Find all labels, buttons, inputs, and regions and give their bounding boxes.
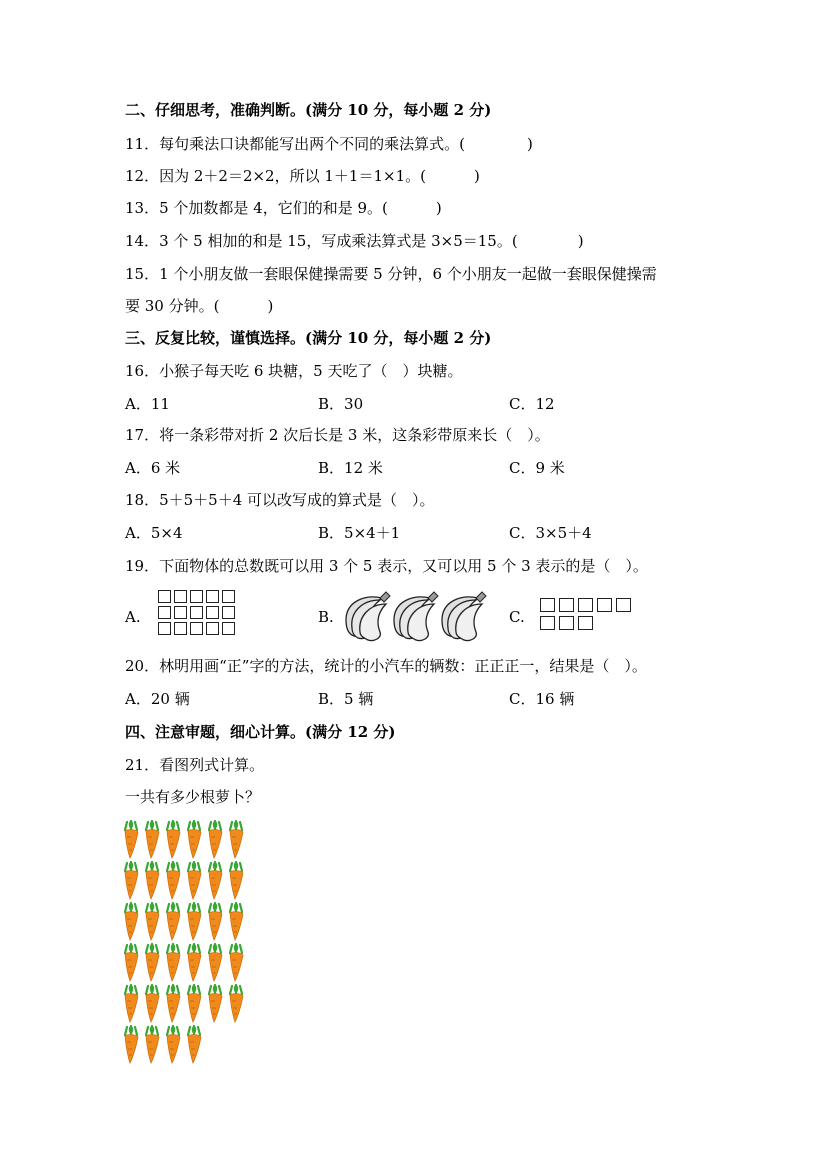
carrot-icon: [146, 1025, 159, 1063]
carrot-icon: [125, 861, 138, 899]
square: [616, 598, 631, 612]
carrot-icon: [146, 902, 159, 940]
carrot-icon: [188, 902, 201, 940]
square: [190, 590, 203, 603]
q17-option-b[interactable]: B．12 米: [318, 459, 383, 477]
carrot-icon: [230, 943, 243, 981]
question-13-text: 13．5 个加数都是 4，它们的和是 9。(: [125, 199, 388, 217]
q20-option-b[interactable]: B．5 辆: [318, 690, 374, 708]
carrot-icon: [167, 1025, 180, 1063]
square: [190, 622, 203, 635]
banana-bunch-icon: [346, 592, 390, 641]
carrot-icon: [188, 861, 201, 899]
section4-heading: 四、注意审题，细心计算。(满分 12 分): [125, 723, 396, 741]
question-21-prompt: 一共有多少根萝卜？: [125, 788, 261, 806]
q19-option-a-label[interactable]: A.: [125, 608, 141, 626]
square: [206, 622, 219, 635]
banana-bunch-icon: [442, 592, 486, 641]
carrot-icon: [209, 943, 222, 981]
carrot-icon: [230, 902, 243, 940]
carrot-icon: [125, 820, 138, 858]
carrot-icon: [167, 943, 180, 981]
square: [158, 622, 171, 635]
question-16: 16．小猴子每天吃 6 块糖，5 天吃了（ ）块糖。: [125, 362, 463, 380]
square: [206, 606, 219, 619]
square: [174, 590, 187, 603]
carrot-icon: [125, 1025, 138, 1063]
q17-option-a[interactable]: A．6 米: [125, 459, 181, 477]
square: [540, 616, 555, 630]
question-20: 20．林明用画“正”字的方法，统计的小汽车的辆数：正正正一，结果是（ ）。: [125, 657, 647, 675]
q19-squares-grid-c[interactable]: [540, 598, 631, 630]
banana-bunch-icon: [394, 592, 438, 641]
question-14-text: 14．3 个 5 相加的和是 15，写成乘法算式是 3×5＝15。(: [125, 232, 518, 250]
square: [578, 598, 593, 612]
section2-heading: 二、仔细思考，准确判断。(满分 10 分，每小题 2 分): [125, 101, 492, 119]
carrot-icon: [209, 902, 222, 940]
q16-option-a[interactable]: A．11: [125, 395, 170, 413]
carrot-icon: [167, 902, 180, 940]
question-17: 17．将一条彩带对折 2 次后长是 3 米，这条彩带原来长（ ）。: [125, 426, 550, 444]
question-11-text: 11．每句乘法口诀都能写出两个不同的乘法算式。(: [125, 135, 465, 153]
question-15-line2: 要 30 分钟。( ): [125, 297, 274, 315]
square: [222, 590, 235, 603]
q19-option-c-label[interactable]: C.: [509, 608, 525, 626]
carrot-icon: [146, 861, 159, 899]
carrot-icon: [146, 984, 159, 1022]
question-12: 12．因为 2＋2＝2×2，所以 1＋1＝1×1。( ): [125, 167, 480, 185]
carrot-icon: [188, 1025, 201, 1063]
carrot-icon: [125, 984, 138, 1022]
carrot-icon: [167, 984, 180, 1022]
square: [174, 606, 187, 619]
carrot-icon: [230, 820, 243, 858]
square: [190, 606, 203, 619]
square: [559, 598, 574, 612]
carrot-icon: [230, 861, 243, 899]
q20-option-c[interactable]: C．16 辆: [509, 690, 575, 708]
q18-option-b[interactable]: B．5×4＋1: [318, 524, 401, 542]
question-13: 13．5 个加数都是 4，它们的和是 9。( ): [125, 199, 442, 217]
q18-option-a[interactable]: A．5×4: [125, 524, 183, 542]
q20-option-a[interactable]: A．20 辆: [125, 690, 190, 708]
section3-heading: 三、反复比较，谨慎选择。(满分 10 分，每小题 2 分): [125, 329, 492, 347]
carrot-icon: [146, 943, 159, 981]
square: [222, 622, 235, 635]
q17-option-c[interactable]: C．9 米: [509, 459, 565, 477]
carrot-icon: [209, 820, 222, 858]
square: [559, 616, 574, 630]
question-14: 14．3 个 5 相加的和是 15，写成乘法算式是 3×5＝15。( ): [125, 232, 584, 250]
question-15-line1: 15．1 个小朋友做一套眼保健操需要 5 分钟，6 个小朋友一起做一套眼保健操需: [125, 265, 657, 283]
carrot-icon: [188, 943, 201, 981]
q19-squares-grid-a[interactable]: [158, 590, 235, 635]
square: [174, 622, 187, 635]
square: [158, 590, 171, 603]
q18-option-c[interactable]: C．3×5＋4: [509, 524, 592, 542]
question-12-text: 12．因为 2＋2＝2×2，所以 1＋1＝1×1。(: [125, 167, 426, 185]
carrot-icon: [188, 984, 201, 1022]
carrot-icon: [146, 820, 159, 858]
square: [158, 606, 171, 619]
square: [597, 598, 612, 612]
question-21: 21．看图列式计算。: [125, 756, 265, 774]
carrot-picture: [120, 818, 260, 1068]
square: [206, 590, 219, 603]
carrot-icon: [167, 820, 180, 858]
carrot-icon: [167, 861, 180, 899]
question-11: 11．每句乘法口诀都能写出两个不同的乘法算式。( ): [125, 135, 533, 153]
square: [222, 606, 235, 619]
carrot-icon: [188, 820, 201, 858]
square: [540, 598, 555, 612]
q16-option-c[interactable]: C．12: [509, 395, 555, 413]
question-19: 19．下面物体的总数既可以用 3 个 5 表示，又可以用 5 个 3 表示的是（ ）。: [125, 557, 648, 575]
q16-option-b[interactable]: B．30: [318, 395, 364, 413]
carrot-icon: [125, 943, 138, 981]
q19-option-b-label[interactable]: B.: [318, 608, 334, 626]
question-15-text: 要 30 分钟。(: [125, 297, 220, 315]
square: [578, 616, 593, 630]
carrot-icon: [230, 984, 243, 1022]
q19-bananas-b[interactable]: [340, 590, 490, 642]
carrot-icon: [209, 861, 222, 899]
question-18: 18．5＋5＋5＋4 可以改写成的算式是（ ）。: [125, 491, 435, 509]
carrot-icon: [125, 902, 138, 940]
carrot-icon: [209, 984, 222, 1022]
